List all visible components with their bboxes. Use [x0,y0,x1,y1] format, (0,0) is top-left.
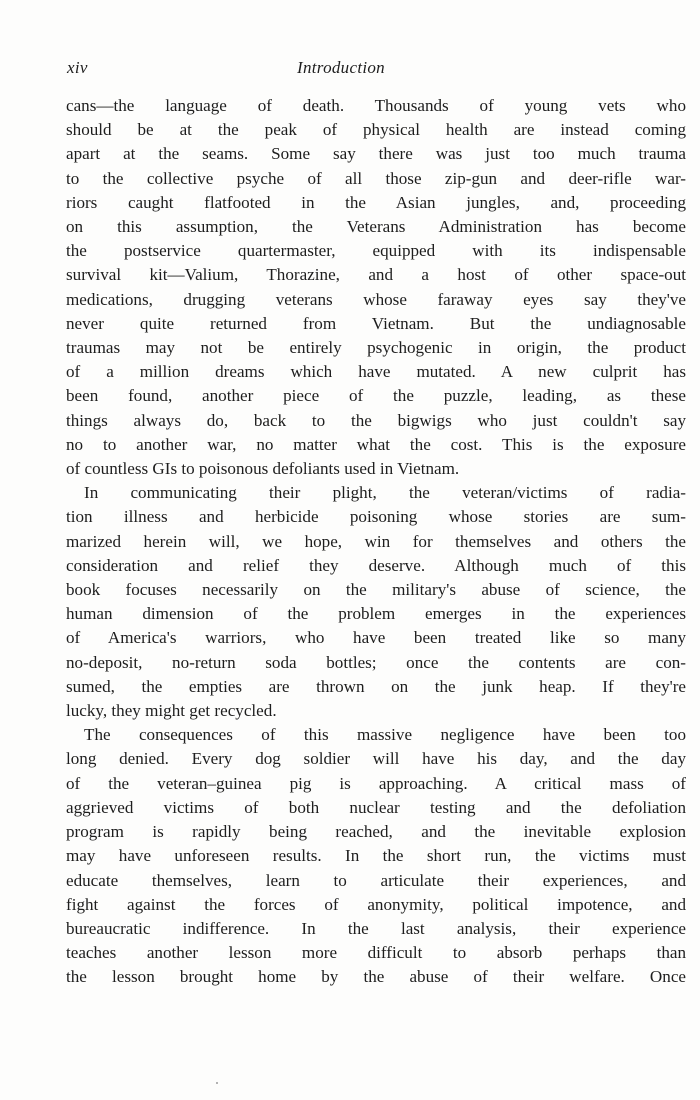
paragraph [66,723,686,989]
text-line: riors caught flatfooted in the Asian jungles, and, proceeding [66,192,686,212]
text-line: things always do, back to the bigwigs who just couldn't say [66,410,686,430]
text-line: of America's warriors, who have been treated like so many [66,628,686,648]
page-number: xiv [67,58,88,77]
running-head [67,58,687,84]
paragraph [66,94,686,481]
text-line: tion illness and herbicide poisoning whose stories are sum- [66,507,686,527]
text-line: medications, drugging veterans whose faraway eyes say they've [66,289,686,309]
text-line: of the veteran–guinea pig is approaching. A critical mass of [66,773,686,793]
text-line: In communicating their plight, the veteran/victims of radia- [84,483,686,503]
text-line: of countless GIs to poisonous defoliants used in Vietnam. [66,459,460,479]
paragraph [66,481,686,723]
text-line: human dimension of the problem emerges in the experiences [66,604,686,624]
text-line: never quite returned from Vietnam. But the undiagnosable [66,313,686,333]
text-line: sumed, the empties are thrown on the junk heap. If they're [66,676,686,696]
text-line: to the collective psyche of all those zip-gun and deer-rifle war- [66,168,686,188]
text-line: The consequences of this massive negligence have been too [84,725,686,745]
text-line: fight against the forces of anonymity, political impotence, and [66,894,686,914]
chapter-title: Introduction [297,58,385,77]
paper-speck [216,1082,218,1084]
text-line: the postservice quartermaster, equipped with its indispensable [66,241,686,261]
text-line: may have unforeseen results. In the short run, the victims must [66,846,686,866]
text-line: aggrieved victims of both nuclear testing and the defoliation [66,797,686,817]
body-text [66,94,686,990]
text-line: been found, another piece of the puzzle, leading, as these [66,386,686,406]
text-line: cans—the language of death. Thousands of young vets who [66,96,686,115]
text-line: teaches another lesson more difficult to absorb perhaps than [66,943,686,963]
text-line: marized herein will, we hope, win for themselves and others the [66,531,686,551]
text-line: the lesson brought home by the abuse of their welfare. Once [66,967,686,987]
text-line: should be at the peak of physical health are instead coming [66,120,686,140]
text-line: apart at the seams. Some say there was just too much trauma [66,144,686,164]
text-line: of a million dreams which have mutated. A new culprit has [66,362,686,382]
text-line: no-deposit, no-return soda bottles; once the contents are con- [66,652,686,672]
text-line: traumas may not be entirely psychogenic in origin, the product [66,338,686,358]
text-line: program is rapidly being reached, and the inevitable explosion [66,822,686,842]
text-line: lucky, they might get recycled. [66,701,277,721]
text-line: long denied. Every dog soldier will have his day, and the day [66,749,686,769]
text-line: book focuses necessarily on the military's abuse of science, the [66,580,686,600]
text-line: educate themselves, learn to articulate their experiences, and [66,870,686,890]
text-line: on this assumption, the Veterans Administration has become [66,217,686,237]
text-line: consideration and relief they deserve. Although much of this [66,555,686,575]
text-line: survival kit—Valium, Thorazine, and a host of other space-out [66,265,686,285]
text-line: no to another war, no matter what the cost. This is the exposure [66,434,686,454]
text-line: bureaucratic indifference. In the last analysis, their experience [66,918,686,938]
